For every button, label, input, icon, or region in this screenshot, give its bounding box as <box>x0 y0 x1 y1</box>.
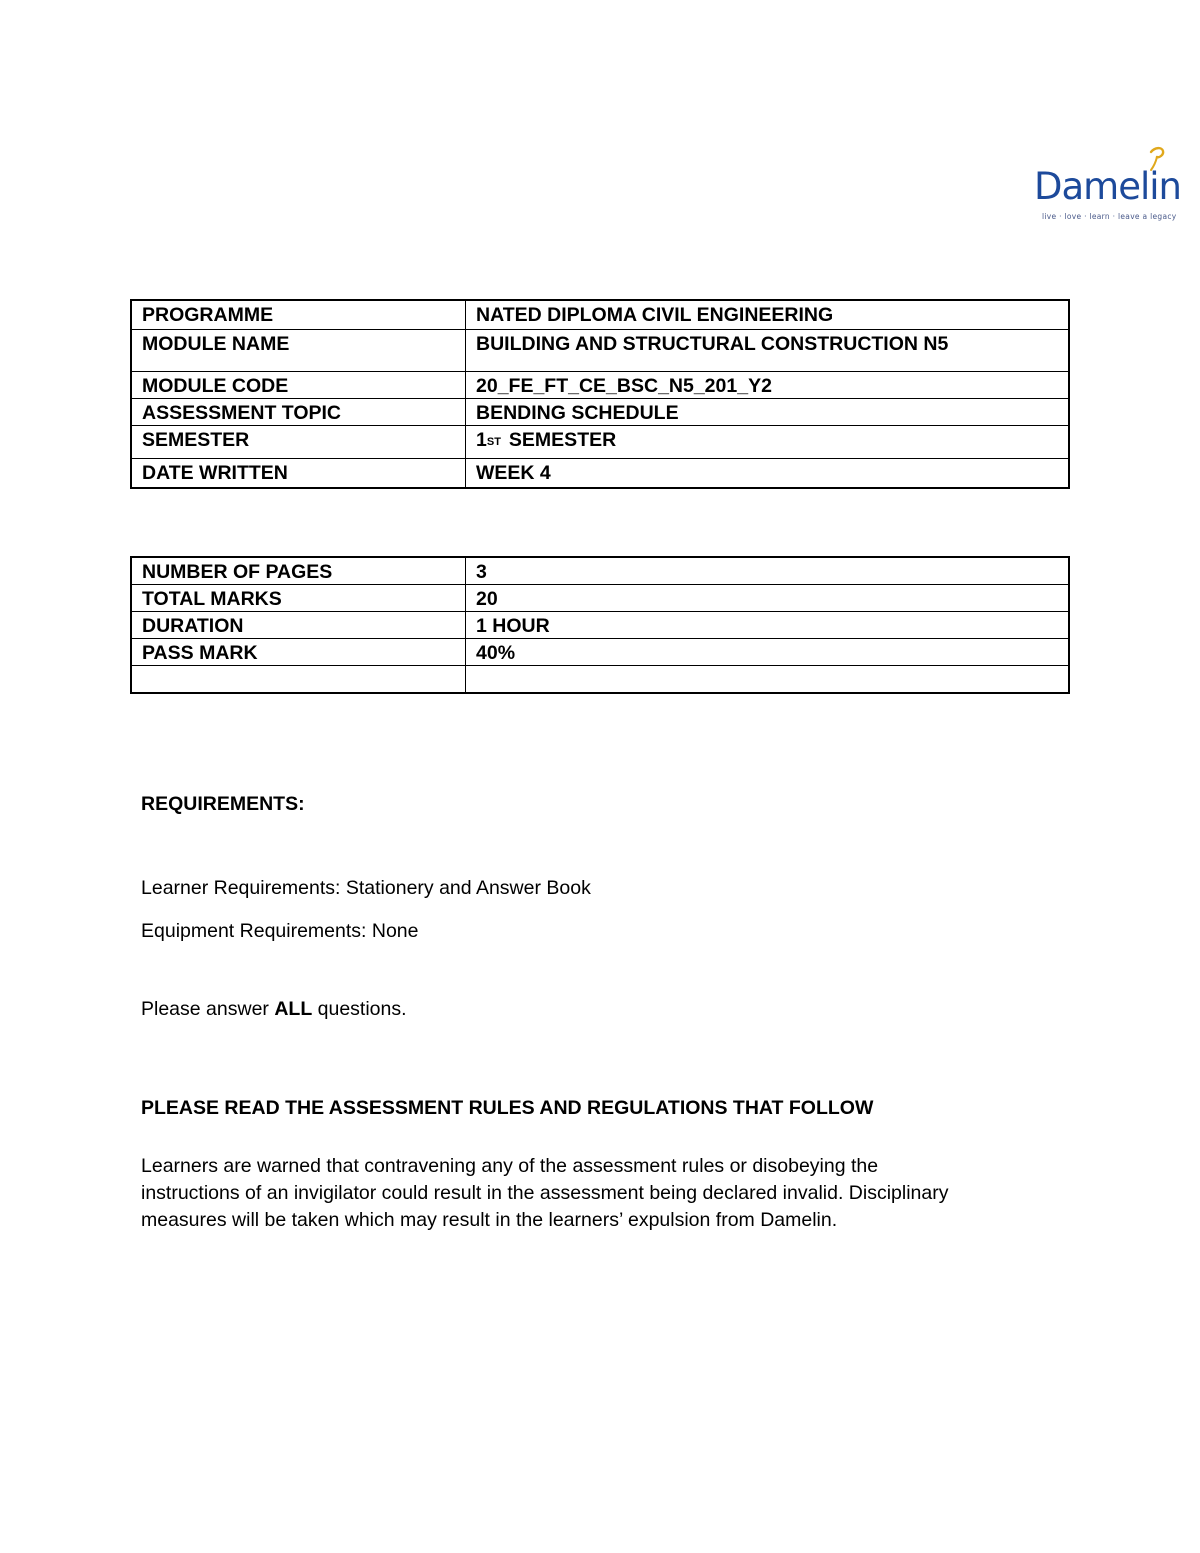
answer-emphasis: ALL <box>274 998 313 1020</box>
table-row <box>131 330 1069 372</box>
programme-label: PROGRAMME <box>131 300 466 330</box>
answer-instruction <box>141 996 407 1022</box>
date-written-label: DATE WRITTEN <box>131 459 466 489</box>
total-marks-value: 20 <box>466 585 1070 612</box>
rules-heading: PLEASE READ THE ASSESSMENT RULES AND REGULATIONS THAT FOLLOW <box>141 1097 874 1119</box>
semester-ordinal: ST <box>486 436 501 448</box>
programme-value: NATED DIPLOMA CIVIL ENGINEERING <box>466 300 1070 330</box>
module-name-label: MODULE NAME <box>131 330 466 372</box>
semester-text: SEMESTER <box>508 429 617 451</box>
date-written-value: WEEK 4 <box>466 459 1070 489</box>
number-of-pages-value: 3 <box>466 557 1070 585</box>
table-row <box>131 585 1069 612</box>
table-row <box>131 612 1069 639</box>
total-marks-label: TOTAL MARKS <box>131 585 466 612</box>
duration-label: DURATION <box>131 612 466 639</box>
answer-suffix: questions. <box>312 998 407 1020</box>
logo-tagline: live · love · learn · leave a legacy <box>1042 212 1177 221</box>
learner-requirements: Learner Requirements: Stationery and Answer Book <box>141 877 591 899</box>
semester-number: 1 <box>476 429 487 451</box>
rules-line: measures will be taken which may result in the learners’ expulsion from Damelin. <box>141 1209 838 1231</box>
empty-label <box>131 666 466 694</box>
semester-label: SEMESTER <box>131 426 466 459</box>
requirements-heading: REQUIREMENTS: <box>141 793 305 815</box>
semester-value <box>466 426 1070 459</box>
table-row <box>131 666 1069 694</box>
pass-mark-value: 40% <box>466 639 1070 666</box>
module-code-label: MODULE CODE <box>131 372 466 399</box>
logo-wordmark: Damelin <box>1034 165 1181 208</box>
table-row <box>131 459 1069 489</box>
table-row <box>131 426 1069 459</box>
equipment-requirements: Equipment Requirements: None <box>141 920 419 942</box>
module-code-value: 20_FE_FT_CE_BSC_N5_201_Y2 <box>466 372 1070 399</box>
assessment-topic-label: ASSESSMENT TOPIC <box>131 399 466 426</box>
empty-value <box>466 666 1070 694</box>
table-row <box>131 639 1069 666</box>
duration-value: 1 HOUR <box>466 612 1070 639</box>
module-name-value: BUILDING AND STRUCTURAL CONSTRUCTION N5 <box>466 330 1070 372</box>
table-row <box>131 300 1069 330</box>
number-of-pages-label: NUMBER OF PAGES <box>131 557 466 585</box>
damelin-logo <box>1030 146 1190 226</box>
rules-line: instructions of an invigilator could result in the assessment being declared invalid. Disciplinary <box>141 1182 949 1204</box>
assessment-details-table <box>130 299 1070 489</box>
rules-paragraph <box>141 1153 1041 1234</box>
rules-line: Learners are warned that contravening any of the assessment rules or disobeying the <box>141 1155 879 1177</box>
table-row <box>131 557 1069 585</box>
table-row <box>131 399 1069 426</box>
table-row <box>131 372 1069 399</box>
assessment-marks-table <box>130 556 1070 694</box>
assessment-topic-value: BENDING SCHEDULE <box>466 399 1070 426</box>
pass-mark-label: PASS MARK <box>131 639 466 666</box>
answer-prefix: Please answer <box>141 998 275 1020</box>
